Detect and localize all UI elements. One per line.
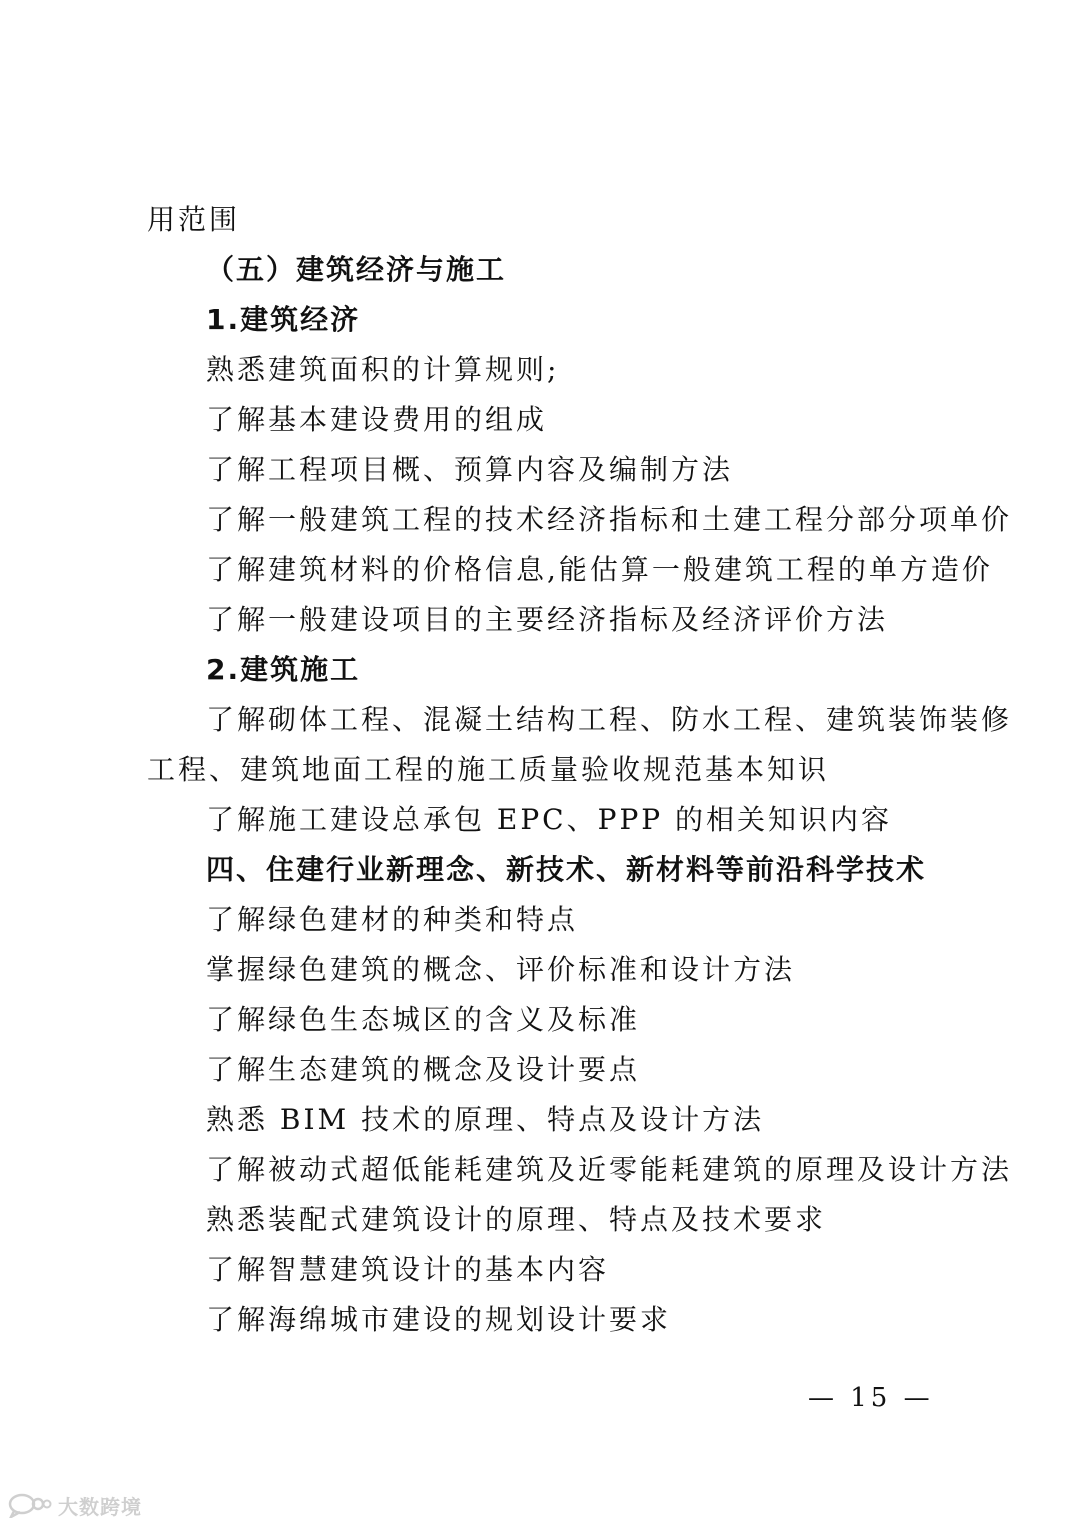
subsection-heading-construction: 2.建筑施工	[206, 653, 361, 686]
text-line: 了解被动式超低能耗建筑及近零能耗建筑的原理及设计方法	[206, 1153, 1013, 1186]
text-line: 熟悉 BIM 技术的原理、特点及设计方法	[206, 1103, 765, 1136]
text-line-continuation: 工程、建筑地面工程的施工质量验收规范基本知识	[147, 753, 830, 786]
text-line: 了解智慧建筑设计的基本内容	[206, 1253, 610, 1286]
text-line: 了解一般建设项目的主要经济指标及经济评价方法	[206, 603, 889, 636]
watermark	[8, 1490, 142, 1520]
text-line: 了解一般建筑工程的技术经济指标和土建工程分部分项单价	[206, 503, 1013, 536]
text-line: 了解施工建设总承包 EPC、PPP 的相关知识内容	[206, 803, 893, 836]
text-line: 了解绿色生态城区的含义及标准	[206, 1003, 641, 1036]
text-line: 了解海绵城市建设的规划设计要求	[206, 1303, 672, 1336]
text-line: 了解工程项目概、预算内容及编制方法	[206, 453, 734, 486]
text-line: 掌握绿色建筑的概念、评价标准和设计方法	[206, 953, 796, 986]
text-line: 了解基本建设费用的组成	[206, 403, 548, 436]
page-number: — 15 —	[808, 1383, 934, 1413]
text-line: 了解砌体工程、混凝土结构工程、防水工程、建筑装饰装修	[206, 703, 1013, 736]
text-line: 熟悉装配式建筑设计的原理、特点及技术要求	[206, 1203, 827, 1236]
text-line: 了解建筑材料的价格信息,能估算一般建筑工程的单方造价	[206, 553, 993, 586]
text-line: 了解绿色建材的种类和特点	[206, 903, 579, 936]
subsection-heading-economy: 1.建筑经济	[206, 303, 361, 336]
text-line: 熟悉建筑面积的计算规则;	[206, 353, 560, 386]
text-line: 了解生态建筑的概念及设计要点	[206, 1053, 641, 1086]
section-heading-economy-construction: （五）建筑经济与施工	[206, 253, 507, 286]
section-heading-frontier-tech: 四、住建行业新理念、新技术、新材料等前沿科学技术	[206, 853, 927, 886]
watermark-text: 大数跨境	[58, 1494, 142, 1519]
text-line-continuation: 用范围	[147, 203, 241, 236]
chat-bubble-icon	[8, 1492, 52, 1518]
